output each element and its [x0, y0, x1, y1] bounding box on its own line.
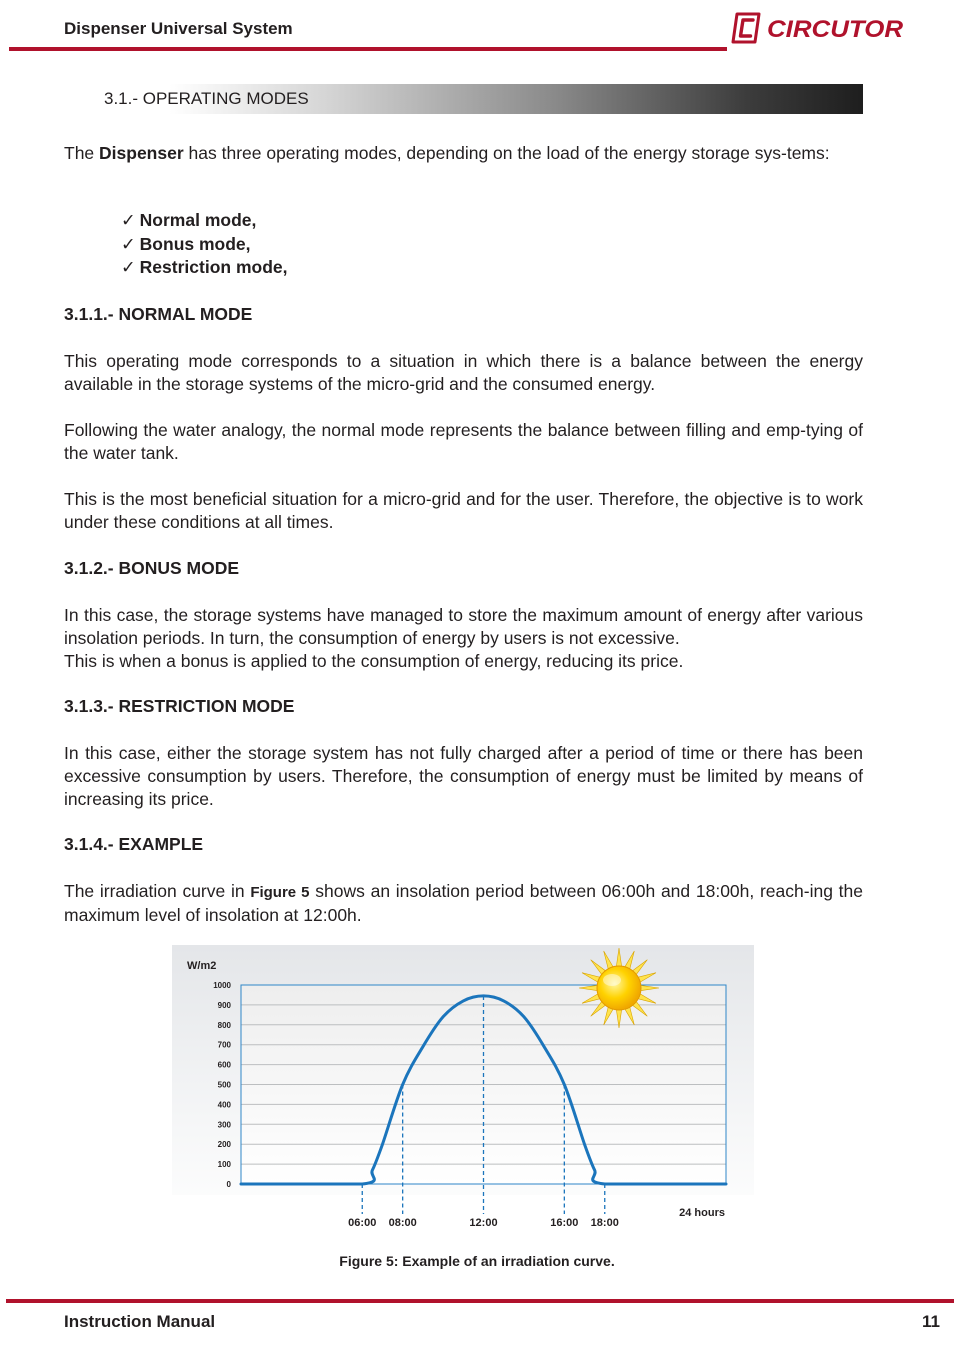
x-tick-label: 06:00	[348, 1217, 377, 1229]
intro-paragraph: The Dispenser has three operating modes, depending on the load of the energy storage sys-tems:	[64, 143, 830, 163]
checkmark-icon: ✓	[121, 257, 136, 277]
brand-name: CIRCUTOR	[767, 16, 904, 43]
footer-title: Instruction Manual	[64, 1312, 216, 1331]
chart-bottom-band	[172, 1195, 754, 1235]
logo-mark-icon	[733, 14, 759, 42]
restriction-mode-heading: 3.1.3.- RESTRICTION MODE	[64, 696, 295, 716]
x-axis-label: 24 hours	[679, 1207, 725, 1219]
y-tick-label: 900	[217, 1000, 231, 1010]
y-tick-label: 300	[217, 1120, 231, 1130]
normal-mode-paragraph-1: This operating mode corresponds to a situation in which there is a balance between the energy available in the storage systems of the micro-grid and the consumed energy.	[64, 351, 863, 394]
y-tick-label: 1000	[213, 981, 231, 990]
bonus-mode-heading: 3.1.2.- BONUS MODE	[64, 558, 240, 578]
bonus-mode-paragraph-2: This is when a bonus is applied to the consumption of energy, reducing its price.	[64, 651, 684, 671]
figure-caption: Figure 5: Example of an irradiation curve.	[339, 1253, 615, 1269]
y-tick-label: 200	[217, 1140, 231, 1150]
normal-mode-paragraph-3: This is the most beneficial situation for a micro-grid and for the user. Therefore, the objective is to work under these conditions at all times.	[64, 489, 863, 532]
y-tick-label: 800	[217, 1020, 231, 1030]
x-tick-label: 16:00	[550, 1217, 579, 1229]
y-tick-label: 700	[217, 1040, 231, 1050]
x-tick-label: 12:00	[469, 1217, 498, 1229]
page-number: 11	[922, 1312, 940, 1331]
normal-mode-heading: 3.1.1.- NORMAL MODE	[64, 304, 253, 324]
x-tick-label: 18:00	[590, 1217, 619, 1229]
checkmark-icon: ✓	[121, 210, 136, 230]
section-title-bar	[92, 84, 863, 114]
y-tick-label: 500	[217, 1080, 231, 1090]
y-tick-label: 100	[217, 1160, 231, 1170]
example-heading: 3.1.4.- EXAMPLE	[64, 834, 204, 854]
y-tick-label: 400	[217, 1100, 231, 1110]
document-title: Dispenser Universal System	[64, 19, 293, 38]
section-title: 3.1.- OPERATING MODES	[104, 89, 309, 108]
normal-mode-paragraph-2: Following the water analogy, the normal mode represents the balance between filling and emp-tying of the water tank.	[64, 420, 863, 463]
circutor-logo	[729, 8, 909, 48]
header-rule	[9, 47, 727, 51]
figure-reference-link[interactable]: Figure 5	[250, 884, 310, 901]
irradiation-chart	[172, 945, 754, 1235]
irradiation-chart-svg	[172, 945, 754, 1235]
restriction-mode-paragraph: In this case, either the storage system has not fully charged after a period of time or there has been excessive consumption by users. Therefore, the consumption of energy must be limited by means of increasing its price.	[64, 743, 863, 809]
example-paragraph: The irradiation curve in Figure 5 shows an insolation period between 06:00h and 18:00h, reach-ing the maximum level of insolation at 12:00h.	[64, 881, 863, 925]
y-tick-label: 0	[226, 1180, 231, 1189]
sun-icon	[579, 948, 659, 1028]
list-item: ✓ Restriction mode,	[121, 257, 288, 277]
checkmark-icon: ✓	[121, 233, 136, 254]
footer-rule	[6, 1299, 954, 1303]
list-item: ✓ Bonus mode,	[121, 233, 251, 254]
modes-list	[121, 209, 287, 280]
list-item: ✓ Normal mode,	[121, 210, 257, 230]
dispenser-term: Dispenser	[99, 143, 184, 163]
x-tick-label: 08:00	[388, 1217, 417, 1229]
bonus-mode-paragraph-1: In this case, the storage systems have managed to store the maximum amount of energy after various insolation periods. In turn, the consumption of energy by users is not excessive.	[64, 605, 863, 648]
y-tick-label: 600	[217, 1060, 231, 1070]
y-axis-label: W/m2	[187, 960, 217, 972]
